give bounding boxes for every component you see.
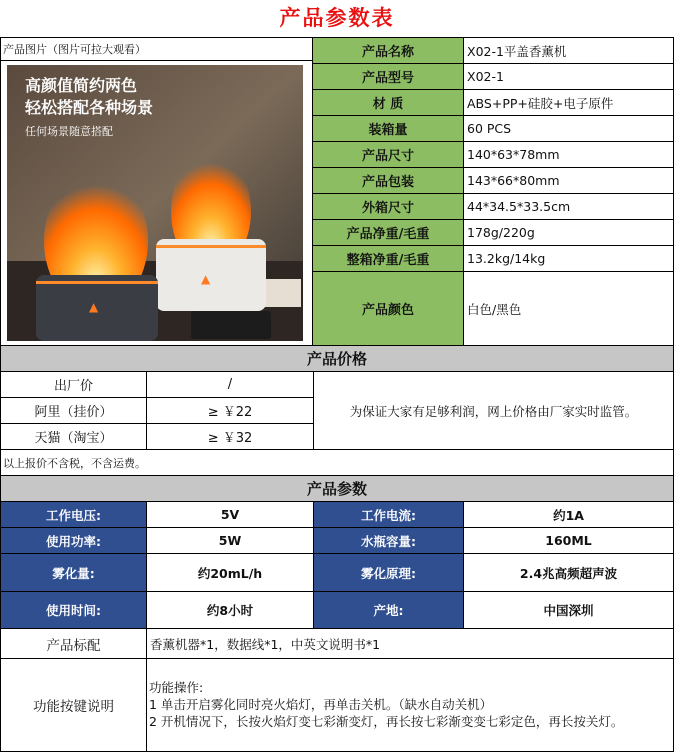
accessories-value: 香薰机器*1，数据线*1，中英文说明书*1	[146, 628, 674, 659]
spec-label: 产品净重/毛重	[312, 219, 464, 246]
spec-label: 外箱尺寸	[312, 193, 464, 220]
param-value: 约8小时	[146, 591, 314, 629]
price-note: 为保证大家有足够利润，网上价格由厂家实时监管。	[313, 371, 674, 450]
white-diffuser-logo: ▲	[201, 272, 211, 286]
photo-headline-2: 轻松搭配各种场景	[25, 98, 154, 117]
spec-value: 13.2kg/14kg	[463, 245, 674, 272]
param-label: 工作电压:	[0, 501, 147, 528]
price-channel-ali: 阿里（挂价）	[0, 397, 147, 424]
param-label: 工作电流:	[313, 501, 464, 528]
spec-value: 140*63*78mm	[463, 141, 674, 168]
white-diffuser	[156, 239, 266, 311]
black-diffuser-logo: ▲	[89, 300, 99, 314]
spec-value: X02-1	[463, 63, 674, 90]
param-label: 使用功率:	[0, 527, 147, 554]
product-photo	[1, 61, 312, 345]
param-value: 中国深圳	[463, 591, 674, 629]
param-value: 160ML	[463, 527, 674, 554]
price-section-header: 产品价格	[0, 345, 674, 372]
param-label: 使用时间:	[0, 591, 147, 629]
spec-value: 白色/黑色	[463, 271, 674, 346]
functions-text	[146, 658, 674, 752]
functions-line: 功能操作:	[149, 680, 204, 695]
param-value: 5V	[146, 501, 314, 528]
functions-line: 2 开机情况下，长按火焰灯变七彩渐变灯，再长按七彩渐变变七彩定色，再长按关灯。	[149, 714, 624, 729]
params-section-header: 产品参数	[0, 475, 674, 502]
spec-value: ABS+PP+硅胶+电子原件	[463, 89, 674, 116]
product-photo-cell	[0, 60, 313, 346]
functions-line: 1 单击开启雾化同时亮火焰灯，再单击关机。（缺水自动关机）	[149, 697, 493, 712]
page-title: 产品参数表	[279, 6, 395, 30]
spec-label: 装箱量	[312, 115, 464, 142]
functions-label: 功能按键说明	[0, 658, 147, 752]
photo-headline-1: 高颜值简约两色	[25, 76, 138, 95]
remote	[191, 311, 271, 339]
spec-label: 材 质	[312, 89, 464, 116]
price-footnote: 以上报价不含税，不含运费。	[0, 449, 674, 476]
spec-value: 178g/220g	[463, 219, 674, 246]
param-label: 雾化量:	[0, 553, 147, 592]
spec-value: 44*34.5*33.5cm	[463, 193, 674, 220]
image-caption: 产品图片（图片可拉大观看）	[0, 37, 313, 61]
price-value-factory: /	[146, 371, 314, 398]
accessories-label: 产品标配	[0, 628, 147, 659]
spec-label: 产品尺寸	[312, 141, 464, 168]
param-label: 产地:	[313, 591, 464, 629]
spec-value: X02-1平盖香薰机	[463, 37, 674, 64]
photo-subline: 任何场景随意搭配	[25, 125, 113, 138]
spec-label: 产品包装	[312, 167, 464, 194]
spec-label: 产品型号	[312, 63, 464, 90]
price-value-tmall: ≥ ￥32	[146, 423, 314, 450]
spec-label: 产品名称	[312, 37, 464, 64]
spec-value: 60 PCS	[463, 115, 674, 142]
price-channel-tmall: 天猫（淘宝）	[0, 423, 147, 450]
spec-value: 143*66*80mm	[463, 167, 674, 194]
price-channel-factory: 出厂价	[0, 371, 147, 398]
param-value: 约1A	[463, 501, 674, 528]
param-value: 约20mL/h	[146, 553, 314, 592]
price-value-ali: ≥ ￥22	[146, 397, 314, 424]
spec-label: 产品颜色	[312, 271, 464, 346]
param-value: 2.4兆高频超声波	[463, 553, 674, 592]
param-label: 雾化原理:	[313, 553, 464, 592]
param-label: 水瓶容量:	[313, 527, 464, 554]
param-value: 5W	[146, 527, 314, 554]
spec-label: 整箱净重/毛重	[312, 245, 464, 272]
